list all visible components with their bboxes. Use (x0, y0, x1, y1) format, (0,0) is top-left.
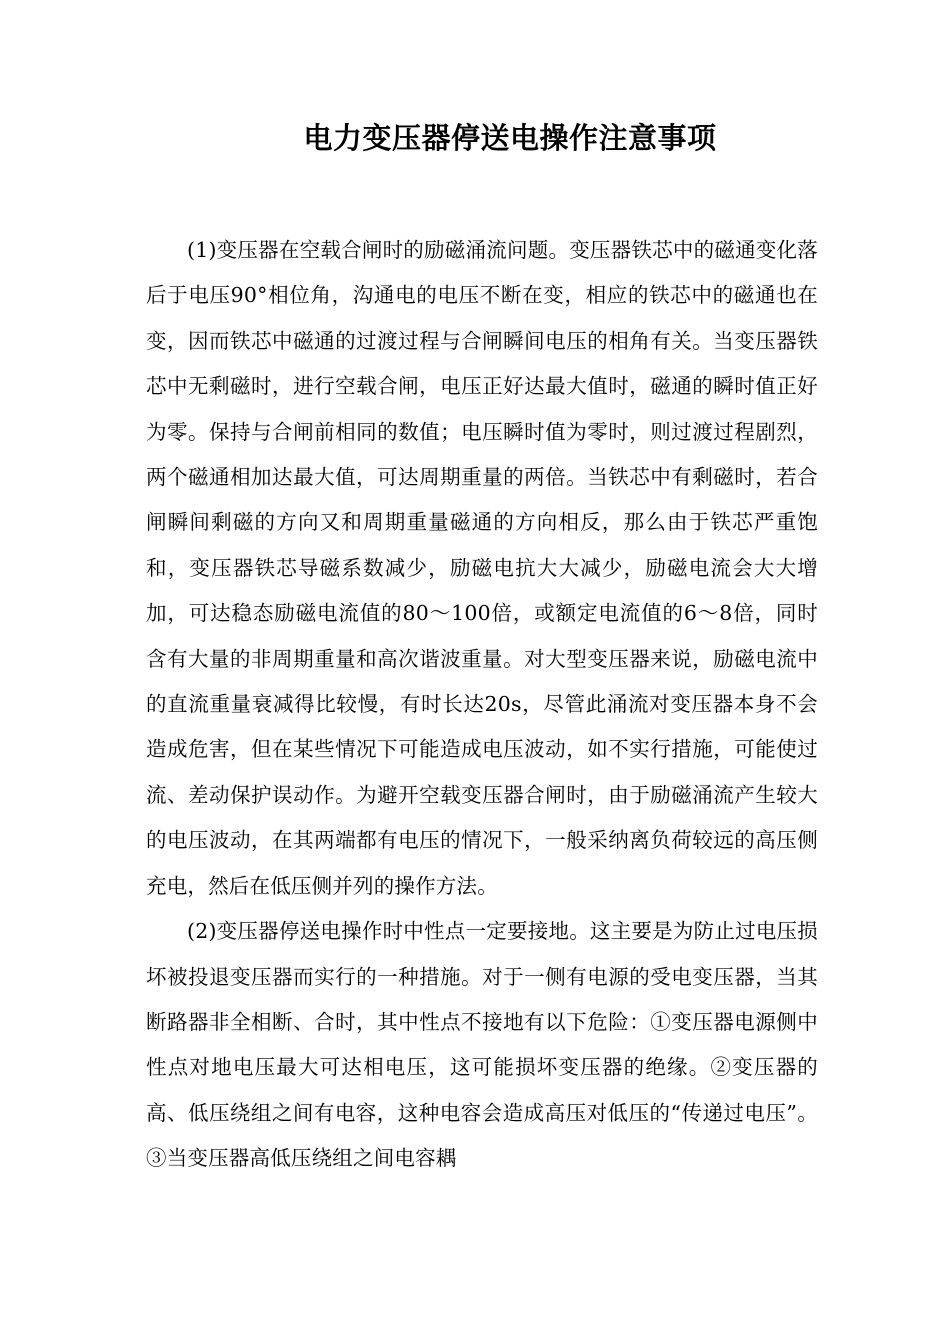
paragraph-2: (2)变压器停送电操作时中性点一定要接地。这主要是为防止过电压损坏被投退变压器而实行的一种措施。对于一侧有电源的受电变压器，当其断路器非全相断、合时，其中性点不接地有以下危险：①变压器电源侧中性点对地电压最大可达相电压，这可能损坏变压器的绝缘。②变压器的高、低压绕组之间有电容，这种电容会造成高压对低压的“传递过电压”。③当变压器高低压绕组之间电容耦 (146, 919, 818, 1171)
document-body (146, 228, 818, 1182)
document-title: 电力变压器停送电操作注意事项 (303, 121, 717, 155)
paragraph-1: (1)变压器在空载合闸时的励磁涌流问题。变压器铁芯中的磁通变化落后于电压90°相位角，沟通电的电压不断在变，相应的铁芯中的磁通也在变，因而铁芯中磁通的过渡过程与合闸瞬间电压的相角有关。当变压器铁芯中无剩磁时，进行空载合闸，电压正好达最大值时，磁通的瞬时值正好为零。保持与合闸前相同的数值；电压瞬时值为零时，则过渡过程剧烈，两个磁通相加达最大值，可达周期重量的两倍。当铁芯中有剩磁时，若合闸瞬间剩磁的方向又和周期重量磁通的方向相反，那么由于铁芯严重饱和，变压器铁芯导磁系数减少，励磁电抗大大减少，励磁电流会大大增加，可达稳态励磁电流值的80～100倍，或额定电流值的6～8倍，同时含有大量的非周期重量和高次谐波重量。对大型变压器来说，励磁电流中的直流重量衰减得比较慢，有时长达20s，尽管此涌流对变压器本身不会造成危害，但在某些情况下可能造成电压波动，如不实行措施，可能使过流、差动保护误动作。为避开空载变压器合闸时，由于励磁涌流产生较大的电压波动，在其两端都有电压的情况下，一般采纳离负荷较远的高压侧充电，然后在低压侧并列的操作方法。 (146, 238, 818, 898)
